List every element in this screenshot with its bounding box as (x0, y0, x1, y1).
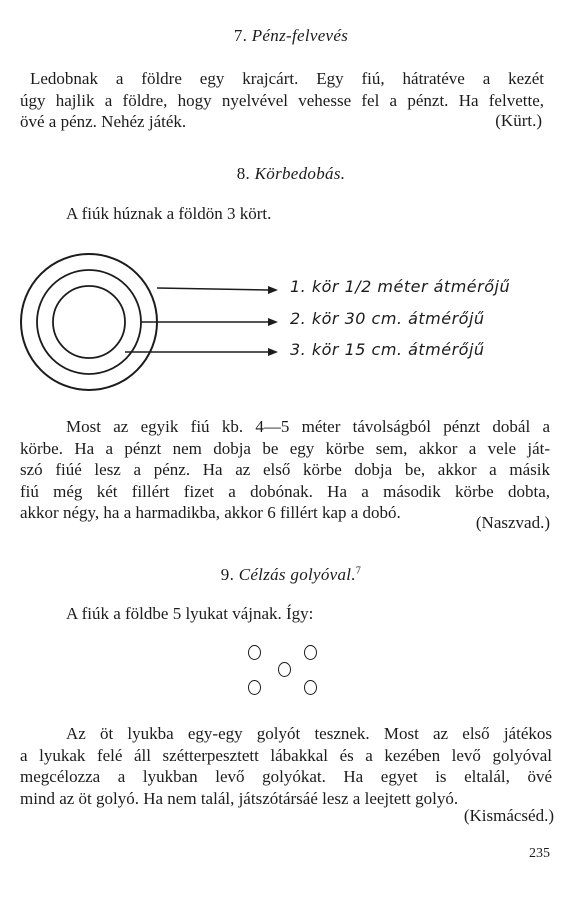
text-line: a lyukak felé áll szétterpesztett lábakkal és a kezében levő golyóval (20, 745, 552, 765)
text-line: mind az öt golyó. Ha nem talál, játszótársáé lesz a leejtett golyó. (20, 788, 459, 808)
section-9-intro: A fiúk a földbe 5 lyukat vájnak. Így: (66, 604, 314, 623)
section-8-source: (Naszvad.) (475, 513, 550, 532)
hole-icon (304, 680, 317, 695)
hole-icon (248, 680, 261, 695)
outer-circle (21, 254, 157, 390)
section-9-number: 9. (220, 565, 235, 584)
inner-circle (53, 286, 125, 358)
circle-label-3: 3. kör 15 cm. átmérőjű (290, 340, 485, 359)
text-line: Ledobnak a földre egy krajcárt. Egy fiú, hátratéve a kezét (30, 69, 544, 88)
text-line: megcélozza a lyukban levő golyókat. Ha egyet is eltalál, övé (20, 767, 552, 786)
circle-label-2: 2. kör 30 cm. átmérőjű (290, 309, 485, 328)
section-8-intro: A fiúk húznak a földön 3 kört. (66, 204, 272, 223)
text-line: Most az egyik fiú kb. 4—5 méter távolságból pénzt dobál a (66, 417, 550, 436)
section-8-number: 8. (236, 164, 251, 183)
section-7-title: Pénz-felvevés (251, 26, 349, 45)
section-8-title: Körbedobás. (254, 164, 346, 183)
text-line: úgy hajlik a földre, hogy nyelvével vehesse fel a pénzt. Ha felvette, (20, 90, 544, 110)
footnote-mark: 7 (355, 565, 362, 577)
section-7-source: (Kürt.) (495, 111, 542, 130)
pointer-line-1 (157, 288, 268, 290)
circle-label-1: 1. kör 1/2 méter átmérőjű (290, 277, 511, 296)
text-line: fiú még két fillért fizet a dobónak. Ha a második körbe dobta, (20, 481, 550, 501)
hole-icon (248, 645, 261, 660)
text-line: övé a pénz. Nehéz játék. (20, 112, 187, 131)
hole-icon (278, 662, 291, 677)
arrow-3-icon (268, 348, 278, 356)
text-line: körbe. Ha a pénzt nem dobja be egy körbe sem, akkor a vele ját- (20, 438, 550, 458)
section-7-number: 7. (233, 26, 248, 45)
section-9-title: Célzás golyóval. (238, 565, 356, 584)
section-8-text (20, 416, 550, 524)
hole-icon (304, 645, 317, 660)
section-9-heading (0, 565, 582, 585)
section-9-source: (Kismácséd.) (463, 806, 554, 825)
arrow-1-icon (268, 286, 278, 294)
text-line: akkor négy, ha a harmadikba, akkor 6 fillért kap a dobó. (20, 503, 401, 522)
arrow-2-icon (268, 318, 278, 326)
page-number: 235 (529, 846, 550, 861)
text-line: szó fiúé lesz a pénz. Ha az első körbe dobja be, akkor a másik (20, 460, 550, 479)
text-line: Az öt lyukba egy-egy golyót tesznek. Most az első játékos (66, 724, 552, 743)
section-9-text (20, 723, 552, 809)
